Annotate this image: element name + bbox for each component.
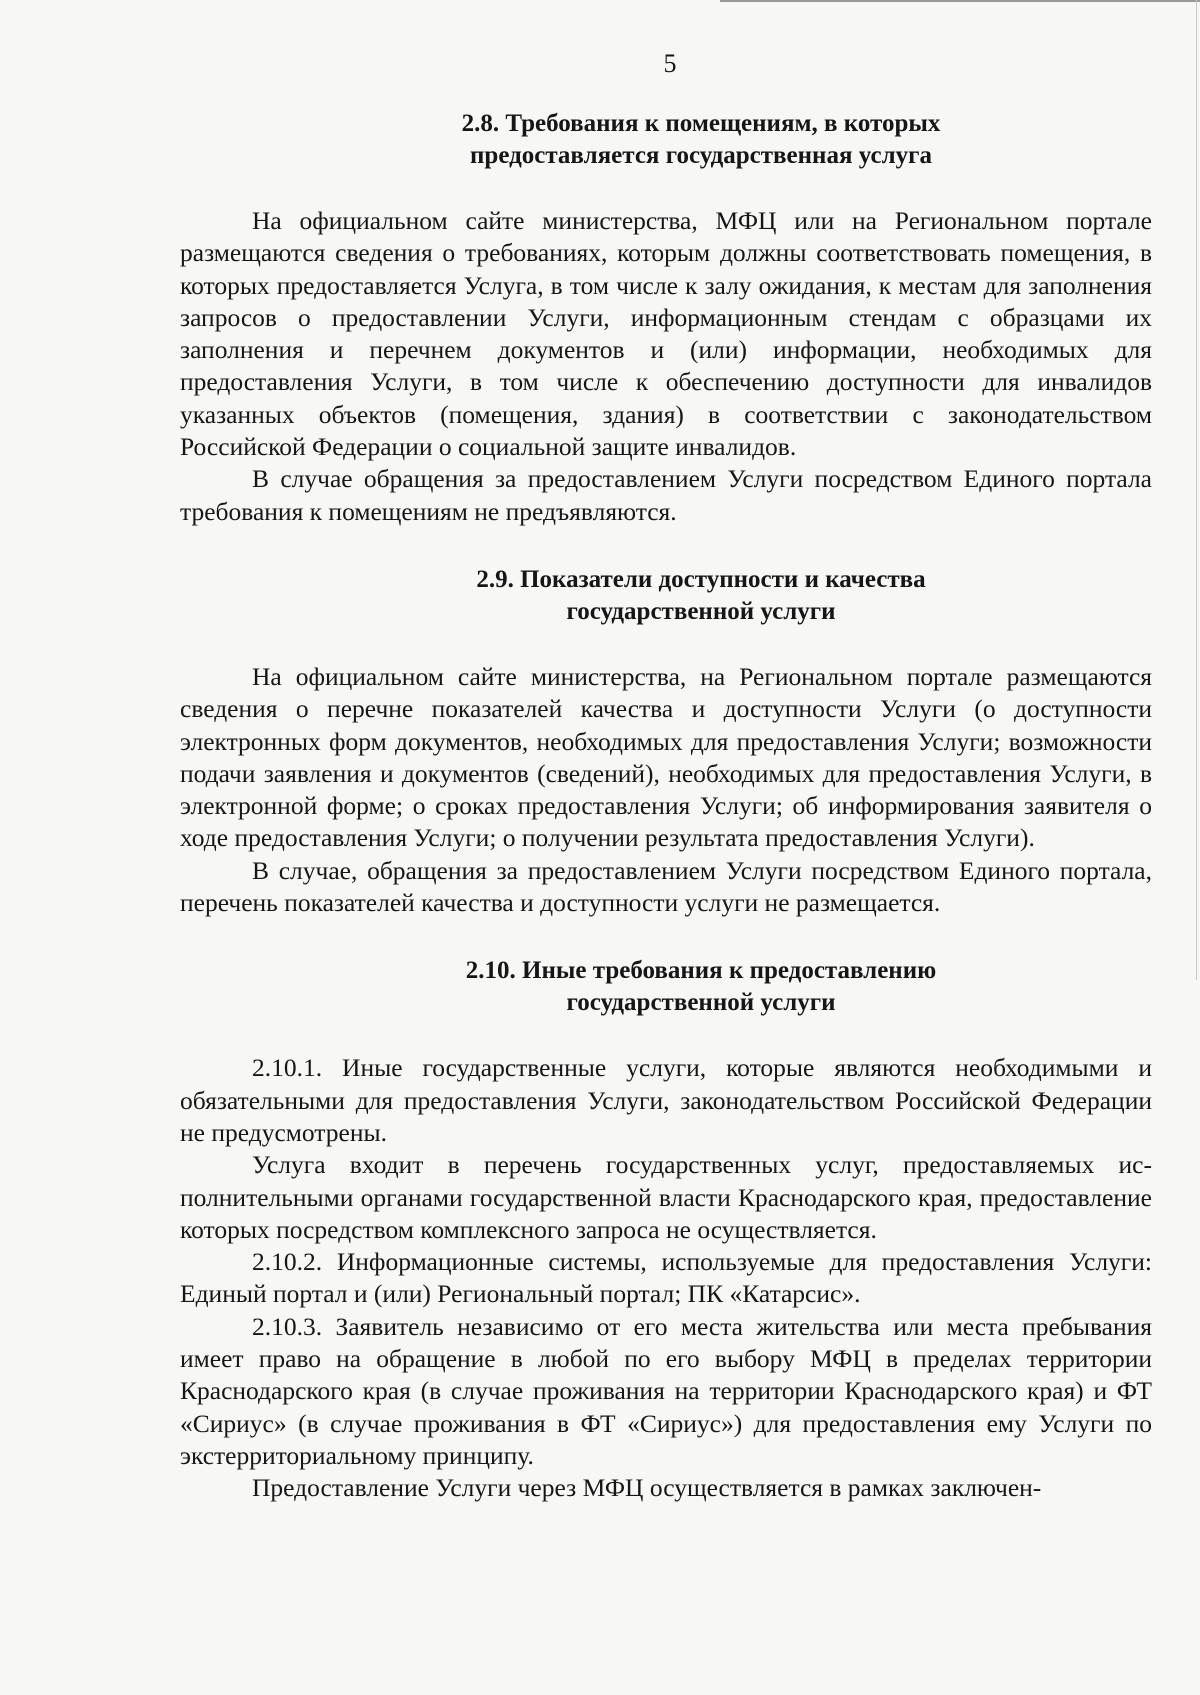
paragraph: Предоставление Услуги через МФЦ осуществляется в рамках заключен- (252, 1473, 1042, 1503)
heading-line: государственной услуги (566, 989, 836, 1017)
paragraph: 2.10.1. Иные государственные услуги, которые являются необходимыми и обязательными для предоставления Услуги, законодательством Российской Федерации не предусмотрены. (180, 1053, 1152, 1147)
paragraph: На официальном сайте министерства, МФЦ или на Региональном портале размещаются сведения о требованиях, которым должны соответствовать помещения, в которых предоставляется Услуга, в том числе к залу ожидания, к местам для заполнения запросов о предоставлении Услуги, информационным стендам с образцами их заполнения и перечнем документов и (или) информации, необходимых для предоставления Услуги, в том числе к обеспечению доступности для инвалидов указанных объектов (помещения, здания) в соответствии с законодательством Российской Федерации о социальной защите инвалидов. (180, 206, 1152, 462)
paragraph: 2.10.2. Информационные системы, используемые для предоставления Услуги: Единый портал и (или) Региональный портал; ПК «Катарсис». (180, 1247, 1152, 1309)
heading-line: предоставляется государственная услуга (470, 142, 932, 169)
heading-line: 2.10. Иные требования к предоставлению (465, 957, 937, 985)
page-number: 5 (663, 49, 677, 78)
heading-line: государственной услуги (566, 597, 836, 625)
paragraph: На официальном сайте министерства, на Региональном портале размещаются сведения о перечне показателей качества и доступности Услуги (о доступности электронных форм документов, необходимых для предоставления Услуги; возможности подачи заявления и документов (сведений), необходимых для предоставления Услуги, в электронной форме; о сроках предоставления Услуги; об информирования заявителя о ходе предоставления Услуги; о получении результата предоставления Услуги). (180, 661, 1152, 853)
section-heading-2-9 (180, 564, 1152, 628)
paragraph: В случае обращения за предоставлением Услуги посредством Единого портала требования к помещениям не предъявляются. (180, 464, 1152, 526)
document-body (180, 108, 1152, 1505)
paragraph: В случае, обращения за предоставлением Услуги посредством Единого портала, перечень показателей качества и доступности услуги не размещается. (180, 855, 1152, 918)
heading-line: 2.8. Требования к помещениям, в которых (461, 110, 941, 137)
section-heading-2-8 (180, 108, 1152, 172)
section-heading-2-10 (180, 955, 1152, 1019)
paragraph: 2.10.3. Заявитель независимо от его места жительства или места пребывания имеет право на обращение в любой по его выбору МФЦ в пределах территории Краснодарского края (в случае проживания на территории Краснодарского края) и ФТ «Сириус» (в случае проживания в ФТ «Сириус») для предоставления ему Услуги по экстерриториальному принципу. (180, 1311, 1152, 1470)
paragraph: Услуга входит в перечень государственных услуг, предоставляемых исполнительными органами государственной власти Краснодарского края, предоставление которых посредством комплексного запроса не осуществляется. (180, 1150, 1152, 1244)
scan-edge-rule (720, 0, 1200, 2)
heading-line: 2.9. Показатели доступности и качества (476, 565, 926, 593)
scan-margin-rule (1196, 0, 1197, 980)
